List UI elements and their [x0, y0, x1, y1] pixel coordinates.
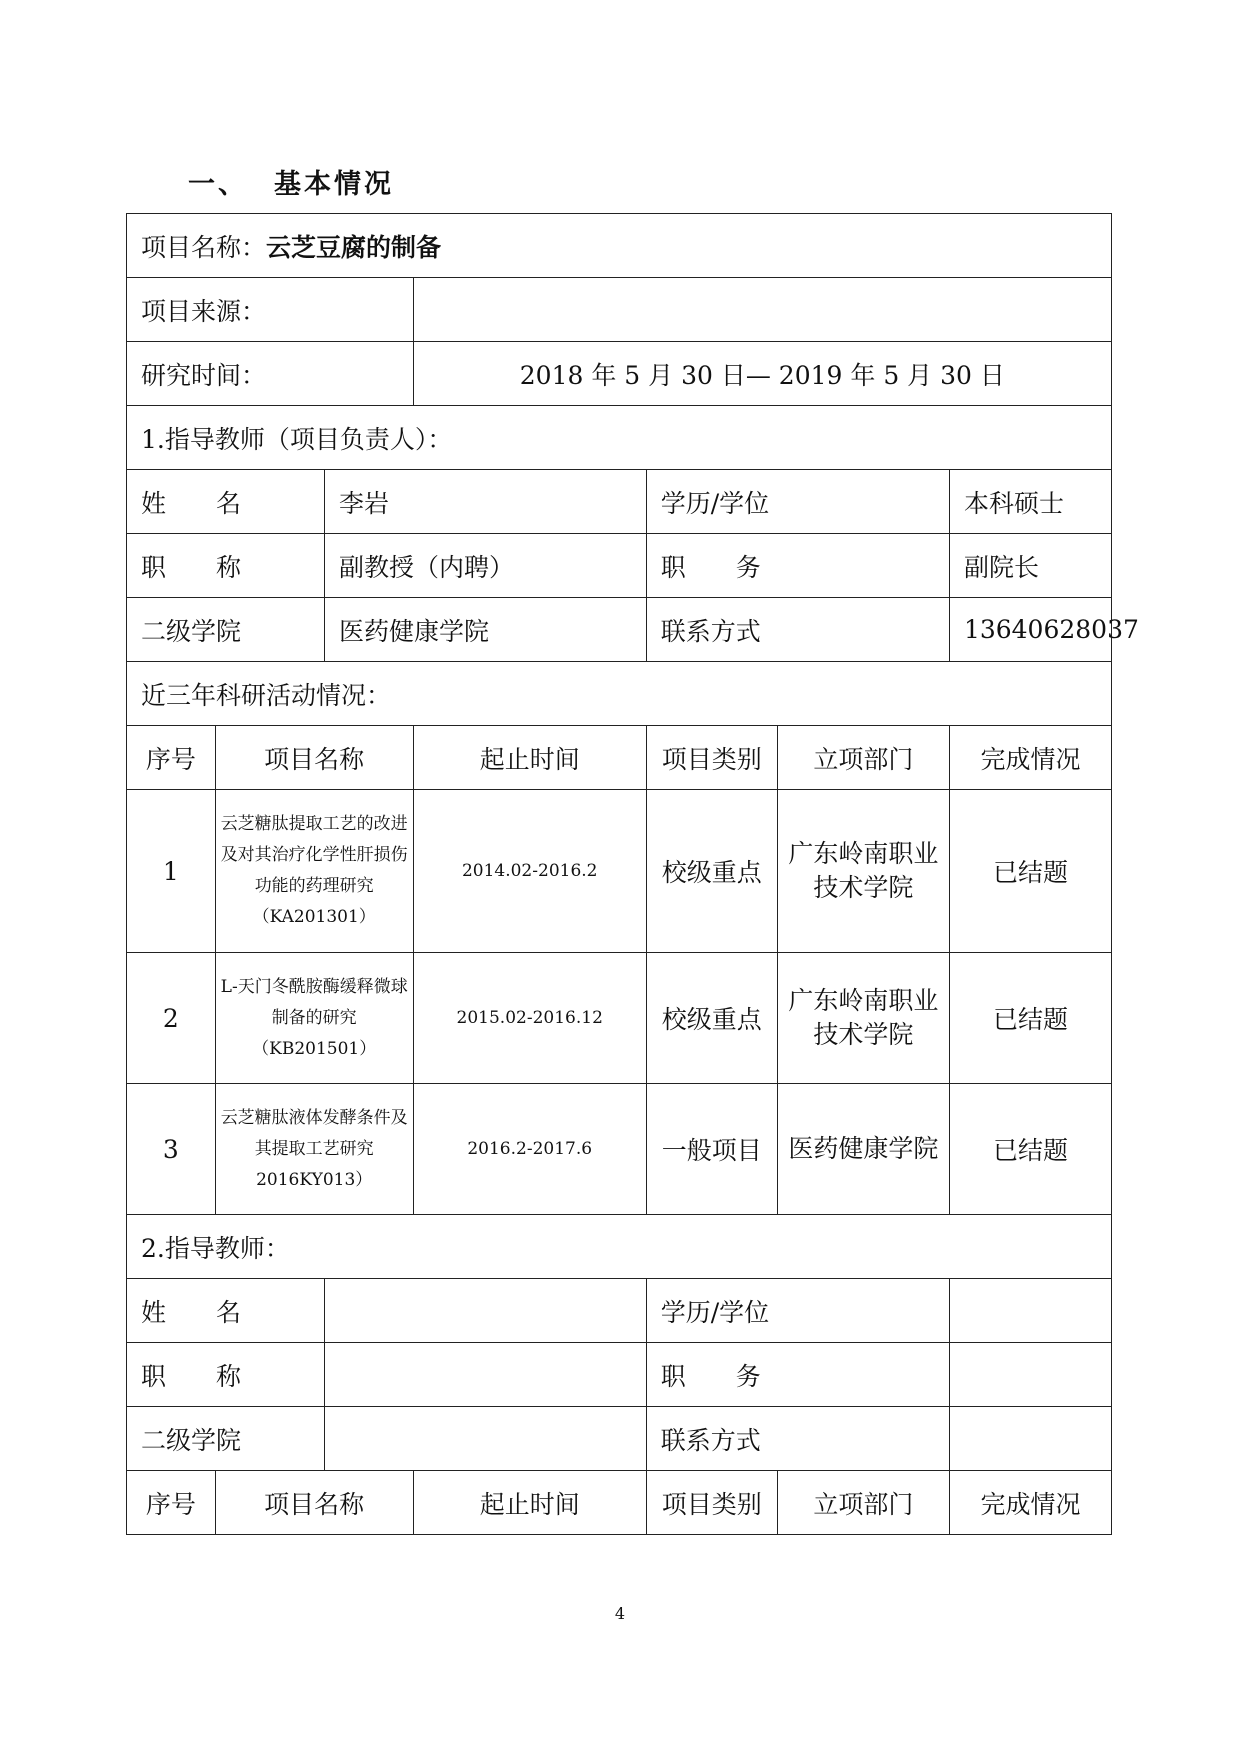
teacher2-position-value[interactable] [949, 1343, 1111, 1407]
activity-status: 已结题 [949, 953, 1111, 1084]
header-project-name: 项目名称 [215, 1471, 413, 1535]
project-name-value: 云芝豆腐的制备 [266, 232, 442, 262]
activities-header-row [127, 726, 1112, 790]
header-category: 项目类别 [646, 726, 777, 790]
teacher2-name-value[interactable] [325, 1279, 647, 1343]
header-status: 完成情况 [949, 1471, 1111, 1535]
teacher1-heading-row [127, 406, 1112, 470]
activity-name: 云芝糖肽液体发酵条件及其提取工艺研究 2016KY013） [215, 1084, 413, 1215]
activity-status: 已结题 [949, 1084, 1111, 1215]
activity-dept: 广东岭南职业技术学院 [777, 953, 949, 1084]
header-period: 起止时间 [413, 726, 646, 790]
header-dept: 立项部门 [777, 726, 949, 790]
teacher1-contact-value: 13640628037 [949, 598, 1111, 662]
teacher2-contact-value[interactable] [949, 1407, 1111, 1471]
research-period-value: 2018 年 5 月 30 日— 2019 年 5 月 30 日 [413, 342, 1111, 406]
project-source-label: 项目来源： [127, 278, 414, 342]
activity-category: 一般项目 [646, 1084, 777, 1215]
header-no: 序号 [127, 726, 216, 790]
teacher1-college-value: 医药健康学院 [325, 598, 647, 662]
header-project-name: 项目名称 [215, 726, 413, 790]
header-status: 完成情况 [949, 726, 1111, 790]
teacher2-name-label: 姓 名 [127, 1279, 325, 1343]
header-category: 项目类别 [646, 1471, 777, 1535]
research-period-label: 研究时间： [127, 342, 414, 406]
teacher1-contact-label: 联系方式 [646, 598, 949, 662]
project-name-cell [127, 214, 1112, 278]
teacher2-degree-label: 学历/学位 [646, 1279, 949, 1343]
teacher1-college-label: 二级学院 [127, 598, 325, 662]
teacher2-row-name [127, 1279, 1112, 1343]
teacher1-position-value: 副院长 [949, 534, 1111, 598]
activity-no: 1 [127, 790, 216, 953]
project-name-label: 项目名称： [141, 232, 267, 262]
activity-name: L-天门冬酰胺酶缓释微球制备的研究（KB201501） [215, 953, 413, 1084]
teacher1-name-label: 姓 名 [127, 470, 325, 534]
research-period-row [127, 342, 1112, 406]
page-number: 4 [614, 1604, 626, 1623]
header-no: 序号 [127, 1471, 216, 1535]
teacher2-heading: 2.指导教师： [127, 1215, 1112, 1279]
teacher1-row-title [127, 534, 1112, 598]
teacher2-college-label: 二级学院 [127, 1407, 325, 1471]
section-heading [188, 162, 394, 201]
project-source-row [127, 278, 1112, 342]
section-title: 基本情况 [274, 169, 394, 200]
project-name-row [127, 214, 1112, 278]
teacher2-position-label: 职 务 [646, 1343, 949, 1407]
section-number: 一、 [188, 169, 248, 200]
teacher1-title-label: 职 称 [127, 534, 325, 598]
activity-dept: 广东岭南职业技术学院 [777, 790, 949, 953]
activity-no: 3 [127, 1084, 216, 1215]
teacher1-position-label: 职 务 [646, 534, 949, 598]
activity-category: 校级重点 [646, 790, 777, 953]
activity-row [127, 1084, 1112, 1215]
activities-heading: 近三年科研活动情况： [127, 662, 1112, 726]
teacher2-heading-row [127, 1215, 1112, 1279]
activity-period: 2016.2-2017.6 [413, 1084, 646, 1215]
activity-name: 云芝糖肽提取工艺的改进及对其治疗化学性肝损伤功能的药理研究（KA201301） [215, 790, 413, 953]
header-period: 起止时间 [413, 1471, 646, 1535]
teacher2-row-title [127, 1343, 1112, 1407]
teacher2-title-label: 职 称 [127, 1343, 325, 1407]
teacher1-degree-label: 学历/学位 [646, 470, 949, 534]
teacher1-row-name [127, 470, 1112, 534]
project-source-value[interactable] [413, 278, 1111, 342]
activity-period: 2014.02-2016.2 [413, 790, 646, 953]
activity-dept: 医药健康学院 [777, 1084, 949, 1215]
activity-no: 2 [127, 953, 216, 1084]
teacher2-row-college [127, 1407, 1112, 1471]
teacher1-degree-value: 本科硕士 [949, 470, 1111, 534]
teacher1-name-value: 李岩 [325, 470, 647, 534]
activity-row [127, 790, 1112, 953]
basic-info-table [126, 213, 1139, 1535]
activities-heading-row [127, 662, 1112, 726]
teacher2-header-row [127, 1471, 1112, 1535]
activity-period: 2015.02-2016.12 [413, 953, 646, 1084]
activity-row [127, 953, 1112, 1084]
teacher1-row-college [127, 598, 1112, 662]
teacher1-title-value: 副教授（内聘） [325, 534, 647, 598]
teacher1-heading: 1.指导教师（项目负责人）： [127, 406, 1112, 470]
header-dept: 立项部门 [777, 1471, 949, 1535]
activity-status: 已结题 [949, 790, 1111, 953]
teacher2-contact-label: 联系方式 [646, 1407, 949, 1471]
teacher2-title-value[interactable] [325, 1343, 647, 1407]
teacher2-degree-value[interactable] [949, 1279, 1111, 1343]
teacher2-college-value[interactable] [325, 1407, 647, 1471]
activity-category: 校级重点 [646, 953, 777, 1084]
